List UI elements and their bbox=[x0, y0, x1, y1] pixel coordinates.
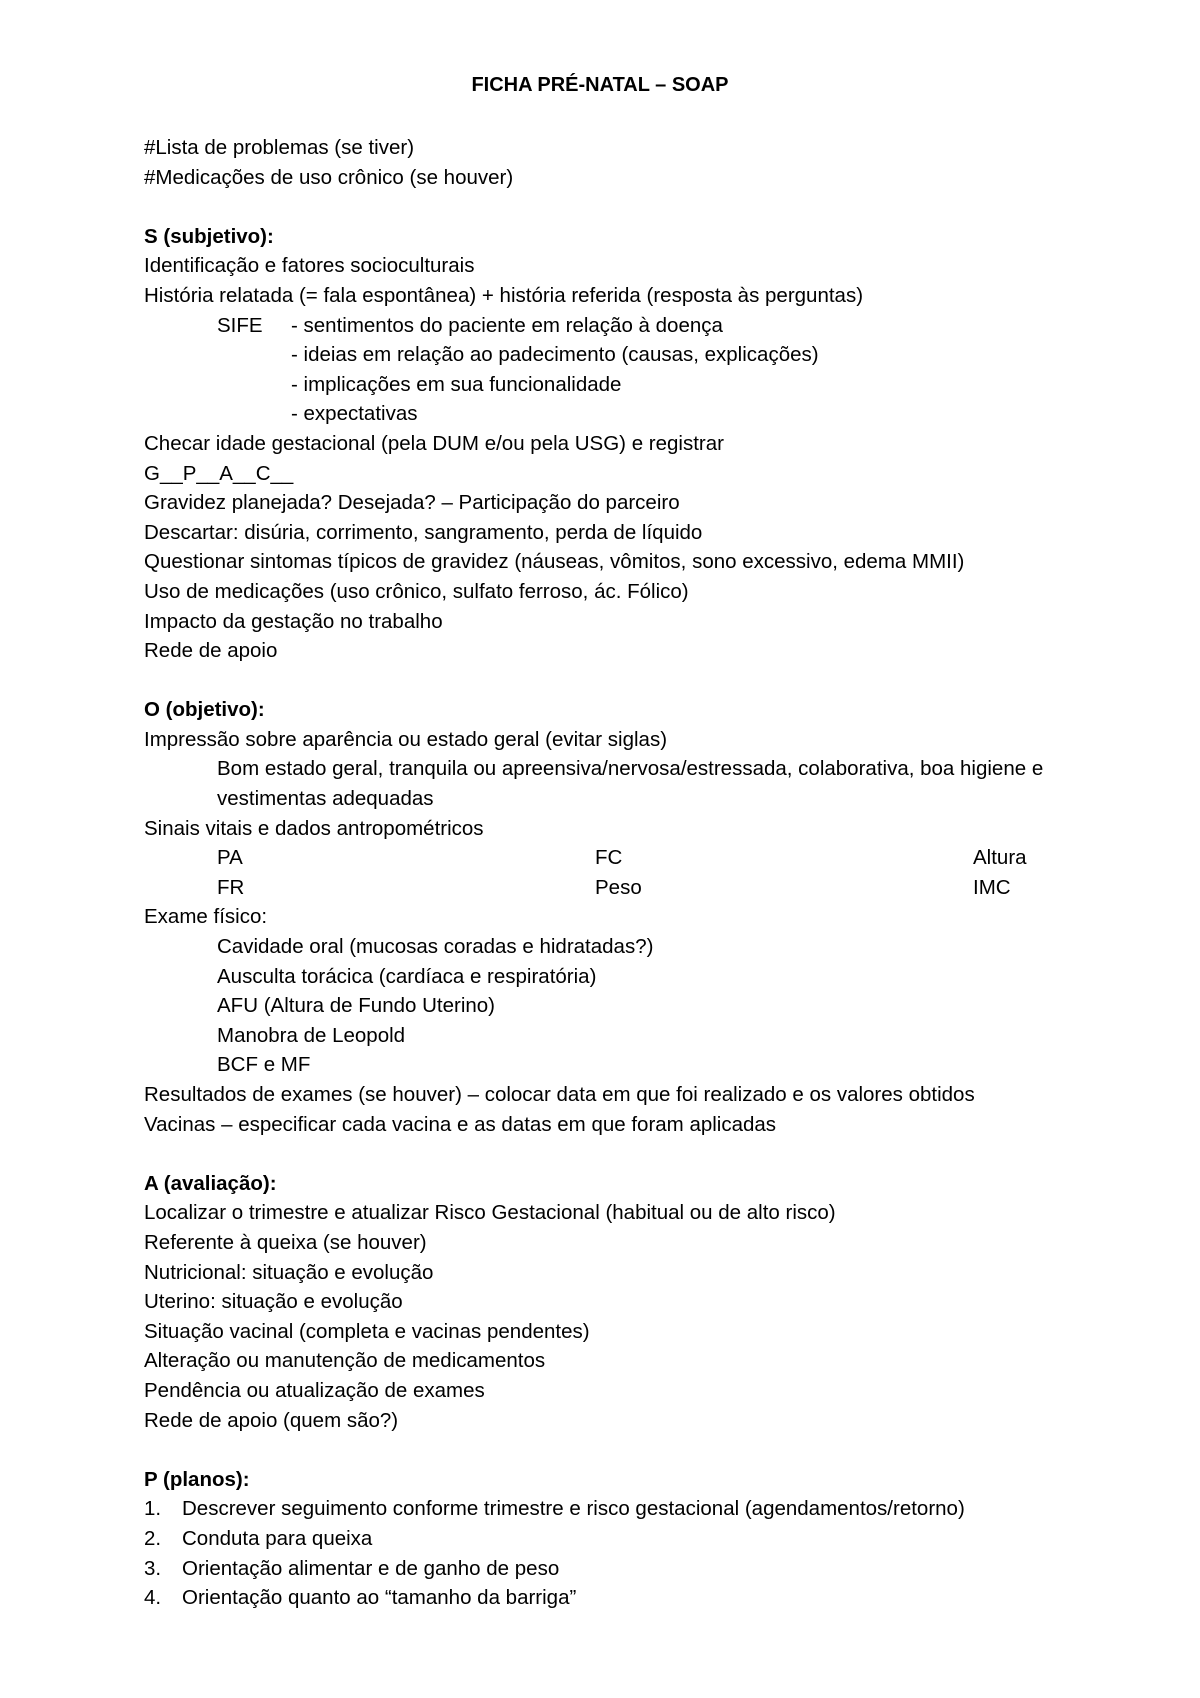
plan-number: 1. bbox=[144, 1497, 162, 1521]
plan-item bbox=[144, 1554, 1134, 1584]
plan-text: Conduta para queixa bbox=[182, 1526, 373, 1550]
list-item: Uso de medicações (uso crônico, sulfato ferroso, ác. Fólico) bbox=[144, 579, 689, 603]
exam-item: Cavidade oral (mucosas coradas e hidratadas?) bbox=[217, 935, 654, 959]
list-item: Sinais vitais e dados antropométricos bbox=[144, 816, 484, 840]
list-item: História relatada (= fala espontânea) + história referida (resposta às perguntas) bbox=[144, 283, 864, 307]
list-item: Localizar o trimestre e atualizar Risco Gestacional (habitual ou de alto risco) bbox=[144, 1201, 836, 1225]
plan-number: 4. bbox=[144, 1586, 162, 1610]
plan-number: 2. bbox=[144, 1526, 162, 1550]
vital-label: Peso bbox=[595, 875, 642, 899]
list-item: Pendência ou atualização de exames bbox=[144, 1378, 485, 1402]
objetivo-heading: O (objetivo): bbox=[144, 698, 265, 722]
plan-item bbox=[144, 1583, 1134, 1613]
sife-block bbox=[144, 311, 1134, 429]
impressao-detail: Bom estado geral, tranquila ou apreensiva/nervosa/estressada, colaborativa, boa higiene e vestimentas adequadas bbox=[217, 757, 1044, 811]
vital-label: PA bbox=[217, 846, 243, 870]
list-item: Checar idade gestacional (pela DUM e/ou pela USG) e registrar bbox=[144, 431, 724, 455]
list-item: G__P__A__C__ bbox=[144, 461, 294, 485]
list-item: Rede de apoio bbox=[144, 639, 278, 663]
plan-text: Descrever seguimento conforme trimestre e risco gestacional (agendamentos/retorno) bbox=[182, 1497, 965, 1521]
problem-list-line: #Lista de problemas (se tiver) bbox=[144, 136, 415, 159]
avaliacao-heading: A (avaliação): bbox=[144, 1171, 277, 1195]
vitals-row bbox=[144, 873, 1134, 903]
list-item: Gravidez planejada? Desejada? – Participação do parceiro bbox=[144, 491, 680, 515]
sife-item: - implicações em sua funcionalidade bbox=[291, 372, 622, 396]
document-title: FICHA PRÉ-NATAL – SOAP bbox=[471, 74, 729, 96]
vital-label: IMC bbox=[973, 875, 1011, 899]
list-item: Exame físico: bbox=[144, 905, 268, 929]
vitals-row bbox=[144, 843, 1134, 873]
sife-item: - ideias em relação ao padecimento (causas, explicações) bbox=[291, 343, 819, 367]
list-item: Rede de apoio (quem são?) bbox=[144, 1408, 399, 1432]
exam-item: BCF e MF bbox=[217, 1053, 311, 1077]
list-item: Impressão sobre aparência ou estado geral (evitar siglas) bbox=[144, 727, 668, 751]
list-item: Alteração ou manutenção de medicamentos bbox=[144, 1349, 546, 1373]
vital-label: FC bbox=[595, 846, 623, 870]
list-item: Referente à queixa (se houver) bbox=[144, 1230, 427, 1254]
list-item: Situação vacinal (completa e vacinas pendentes) bbox=[144, 1319, 590, 1343]
plan-text: Orientação quanto ao “tamanho da barriga” bbox=[182, 1586, 577, 1610]
vital-label: Altura bbox=[973, 846, 1027, 870]
list-item: Uterino: situação e evolução bbox=[144, 1290, 403, 1314]
plan-text: Orientação alimentar e de ganho de peso bbox=[182, 1556, 560, 1580]
list-item: Resultados de exames (se houver) – colocar data em que foi realizado e os valores obtidos bbox=[144, 1083, 975, 1106]
list-item: Nutricional: situação e evolução bbox=[144, 1260, 434, 1284]
vital-label: FR bbox=[217, 875, 245, 899]
list-item: Impacto da gestação no trabalho bbox=[144, 609, 443, 633]
exam-item: AFU (Altura de Fundo Uterino) bbox=[217, 994, 496, 1018]
list-item: Identificação e fatores socioculturais bbox=[144, 254, 475, 278]
planos-heading: P (planos): bbox=[144, 1467, 250, 1491]
document-body bbox=[144, 133, 1134, 1613]
exam-item: Ausculta torácica (cardíaca e respiratória) bbox=[217, 964, 597, 988]
list-item: Questionar sintomas típicos de gravidez (náuseas, vômitos, sono excessivo, edema MMII) bbox=[144, 550, 965, 574]
exam-item: Manobra de Leopold bbox=[217, 1023, 406, 1047]
sife-label: SIFE bbox=[217, 313, 263, 337]
list-item: Vacinas – especificar cada vacina e as datas em que foram aplicadas bbox=[144, 1112, 777, 1136]
sife-item: - expectativas bbox=[291, 402, 418, 426]
plan-item bbox=[144, 1494, 1134, 1524]
subjetivo-heading: S (subjetivo): bbox=[144, 224, 274, 248]
chronic-medications-line: #Medicações de uso crônico (se houver) bbox=[144, 165, 514, 189]
plan-item bbox=[144, 1524, 1134, 1554]
sife-item: - sentimentos do paciente em relação à doença bbox=[291, 313, 723, 337]
plan-number: 3. bbox=[144, 1556, 162, 1580]
list-item: Descartar: disúria, corrimento, sangramento, perda de líquido bbox=[144, 520, 703, 544]
